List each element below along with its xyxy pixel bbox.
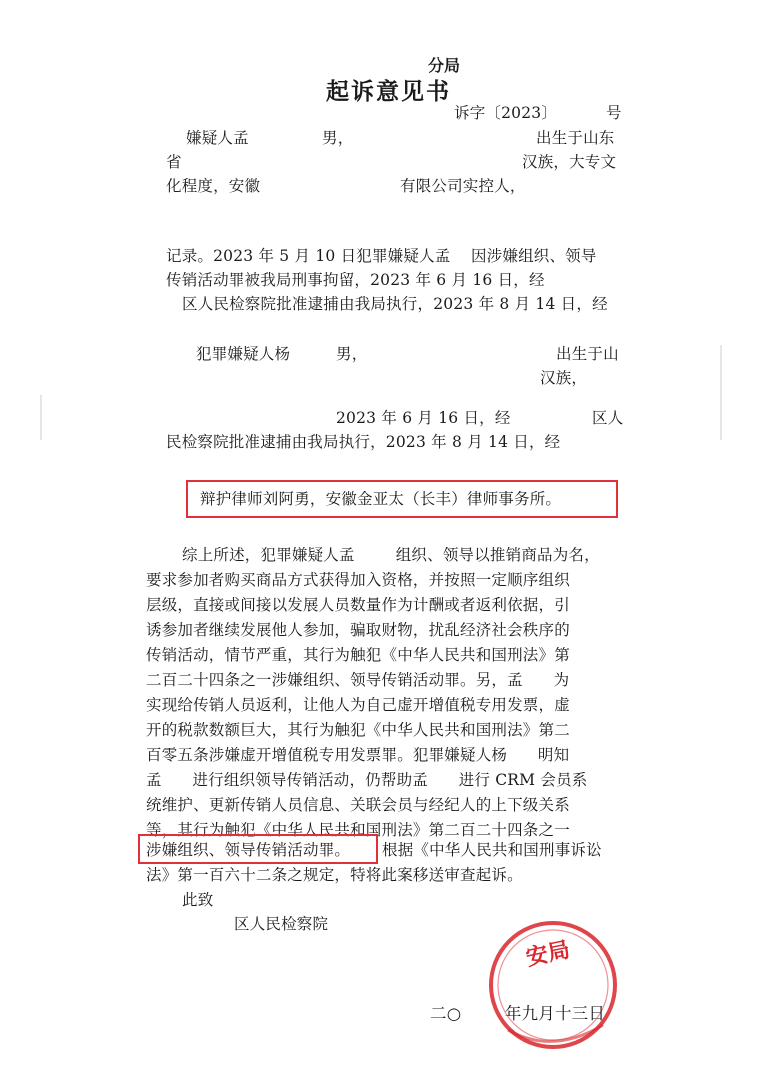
conclusion-line: 二百二十四条之一涉嫌组织、领导传销活动罪。另，孟 为: [146, 671, 570, 689]
document-title: 起诉意见书: [326, 79, 451, 105]
detention-record-line3: 区人民检察院批准逮捕由我局执行，2023 年 8 月 14 日，经: [182, 295, 608, 313]
suspect-yang-birth: 出生于山: [556, 345, 619, 363]
suspect-meng-education: 化程度，安徽: [166, 177, 261, 195]
suspect-yang-gender: 男，: [336, 345, 368, 363]
suspect-meng-gender: 男，: [322, 129, 354, 147]
yang-arrest-line1a: 2023 年 6 月 16 日，经: [336, 409, 511, 427]
charge-highlight-text: 涉嫌组织、领导传销活动罪。: [146, 841, 351, 859]
conclusion-line: 层级，直接或间接以发展人员数量作为计酬或者返利依据，引: [146, 596, 570, 614]
suspect-meng-birth: 出生于山东: [536, 129, 615, 147]
fragment-edge: [720, 345, 722, 440]
doc-number-prefix: 诉字〔2023〕: [454, 104, 558, 122]
conclusion-line: 诱参加者继续发展他人参加，骗取财物，扰乱经济社会秩序的: [146, 621, 570, 639]
recipient-procuratorate: 区人民检察院: [234, 915, 329, 933]
detention-record-line2: 传销活动罪被我局刑事拘留，2023 年 6 月 16 日，经: [166, 271, 545, 289]
doc-number-suffix: 号: [606, 104, 622, 122]
yang-arrest-line2: 民检察院批准逮捕由我局执行，2023 年 8 月 14 日，经: [166, 433, 561, 451]
suspect-yang-name: 犯罪嫌疑人杨: [196, 345, 291, 363]
document-date: 二○ 年九月十三日: [430, 1004, 606, 1023]
suspect-meng-ethnicity: 汉族，大专文: [522, 153, 617, 171]
seal-text: 安局: [523, 937, 573, 972]
official-seal-icon: [478, 905, 628, 1055]
bureau-label: 分局: [428, 56, 461, 75]
suspect-meng-name: 嫌疑人孟: [186, 129, 249, 147]
conclusion-line: 百零五条涉嫌虚开增值税专用发票罪。犯罪嫌疑人杨 明知: [146, 746, 570, 764]
conclusion-line: 统维护、更新传销人员信息、关联会员与经纪人的上下级关系: [146, 796, 570, 814]
conclusion-line: 传销活动，情节严重，其行为触犯《中华人民共和国刑法》第: [146, 646, 570, 664]
conclusion-line: 开的税款数额巨大，其行为触犯《中华人民共和国刑法》第二: [146, 721, 570, 739]
conclusion-line: 等，其行为触犯《中华人民共和国刑法》第二百二十四条之一: [146, 821, 570, 839]
suspect-yang-ethnicity: 汉族，: [540, 369, 588, 387]
conclusion-line: 要求参加者购买商品方式获得加入资格，并按照一定顺序组织: [146, 571, 570, 589]
lawyer-note: 辩护律师刘阿勇，安徽金亚太（长丰）律师事务所。: [200, 490, 562, 508]
conclusion-line: 孟 进行组织领导传销活动，仍帮助孟 进行 CRM 会员系: [146, 771, 588, 789]
conclusion-line: 实现给传销人员返利，让他人为自己虚开增值税专用发票，虚: [146, 696, 570, 714]
conclusion-after-highlight: 根据《中华人民共和国刑事诉讼: [382, 841, 602, 859]
yang-arrest-line1b: 区人: [592, 409, 624, 427]
conclusion-last-line: 法》第一百六十二条之规定，特将此案移送审查起诉。: [146, 866, 523, 884]
suspect-meng-province: 省: [166, 153, 182, 171]
fragment-edge: [40, 395, 42, 440]
ci-zhi: 此致: [182, 891, 214, 909]
detention-record-line1: 记录。2023 年 5 月 10 日犯罪嫌疑人孟 因涉嫌组织、领导: [166, 247, 597, 265]
suspect-meng-role: 有限公司实控人，: [400, 177, 526, 195]
conclusion-line: 综上所述，犯罪嫌疑人孟 组织、领导以推销商品为名，: [182, 546, 600, 564]
